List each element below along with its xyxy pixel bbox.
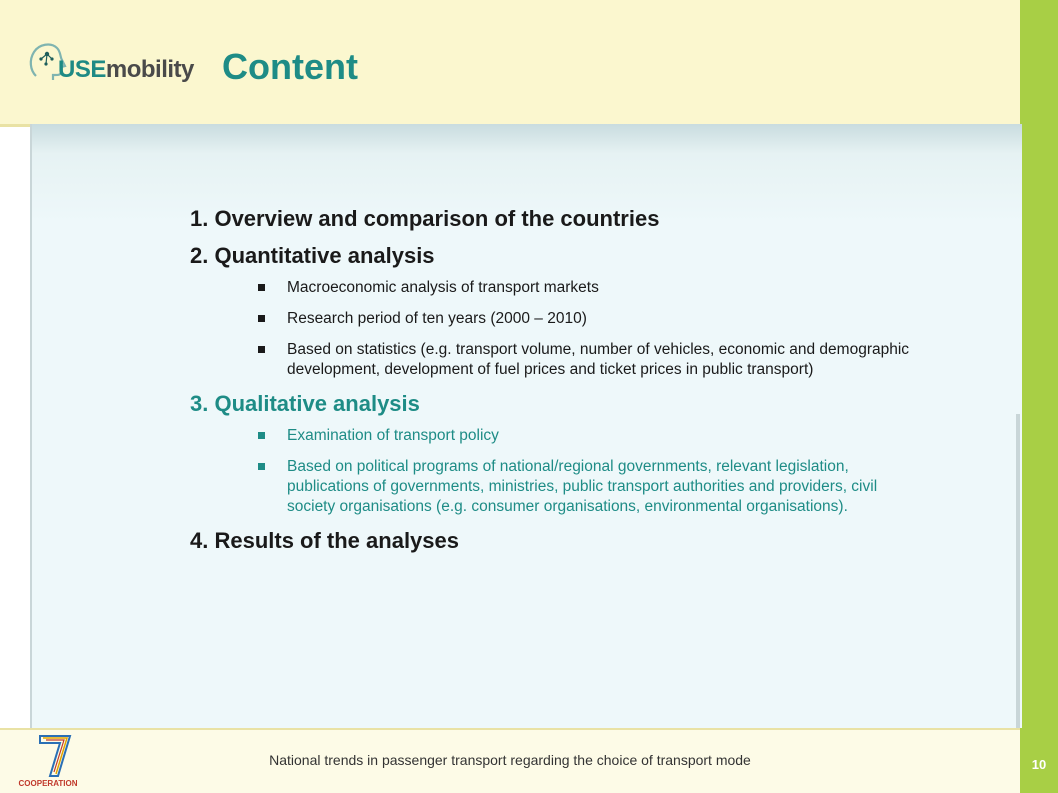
bullet-text: Based on statistics (e.g. transport volume, number of vehicles, economic and demographic development, development of fuel prices and ticket prices in public transport) [287, 341, 910, 378]
bullet-item [190, 309, 927, 329]
bullet-item [190, 340, 927, 380]
section-heading: 4. Results of the analyses [190, 528, 459, 553]
bullet-item [190, 426, 927, 446]
bullet-square-icon [258, 284, 265, 291]
bullet-text: Research period of ten years (2000 – 2010) [287, 310, 587, 327]
logo-prefix: USE [58, 56, 106, 83]
section-2 [190, 242, 950, 380]
logo-wordmark [58, 58, 194, 82]
page-number: 10 [1031, 757, 1047, 772]
bullet-item [190, 278, 927, 298]
bullet-item [190, 457, 927, 517]
bullet-list [190, 426, 950, 517]
section-4 [190, 527, 950, 554]
footer-caption: National trends in passenger transport regarding the choice of transport mode [269, 752, 751, 768]
cooperation-label: COOPERATION [18, 779, 78, 788]
bullet-square-icon [258, 346, 265, 353]
logo-suffix: mobility [105, 56, 194, 83]
section-heading: 2. Quantitative analysis [190, 243, 435, 268]
bullet-text: Based on political programs of national/regional governments, relevant legislation, publications of governments, ministries, public transport authorities and providers, civil society organisations (e.g. consumer organisations, environmental organisations). [287, 458, 878, 515]
section-heading: 3. Qualitative analysis [190, 391, 420, 416]
bullet-square-icon [258, 432, 265, 439]
side-accent-bar [1020, 0, 1058, 793]
bullet-square-icon [258, 463, 265, 470]
bullet-text: Examination of transport policy [287, 427, 499, 444]
content-list [190, 205, 950, 554]
bullet-list [190, 278, 950, 380]
page-title: Content [222, 46, 358, 87]
section-1 [190, 205, 950, 232]
bullet-text: Macroeconomic analysis of transport markets [287, 279, 599, 296]
section-3 [190, 390, 950, 517]
section-heading: 1. Overview and comparison of the countries [190, 206, 660, 231]
panel-edge [1016, 414, 1020, 728]
bullet-square-icon [258, 315, 265, 322]
